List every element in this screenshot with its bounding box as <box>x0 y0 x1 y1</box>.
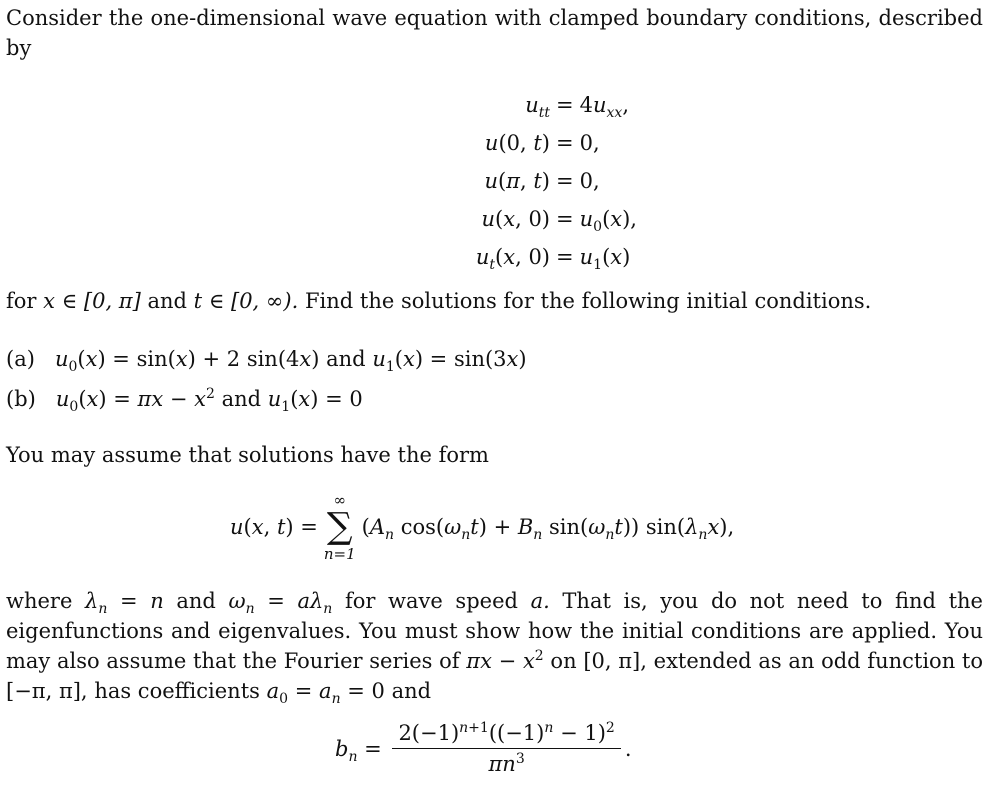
fraction-denominator: $\pi n^3$ <box>488 751 525 776</box>
initial-displacement: u(x, 0) = $u_0(x)$, <box>481 207 637 236</box>
bn-fraction <box>392 720 620 777</box>
equation-row: $u_{tt}$ = $4u_{xx}$, <box>330 86 750 124</box>
condition-item-a: (a) $u_0(x) = \sin(x) + 2$ sin(4x) and $u_1(x) = \sin(3x)$ <box>6 347 527 376</box>
equation-lhs: $u_{tt}$ <box>525 93 550 122</box>
intro-paragraph: Consider the one-dimensional wave equation with clamped boundary conditions, described by <box>6 6 983 60</box>
series-solution: u(x, t) = ∞ ∑ n=1 ($A_n$ $\cos(\omega_nt) + B_n$ $\sin(\omega_nt)$) $\sin(\lambda_nx)$, <box>230 491 735 563</box>
item-label: (a) <box>6 347 35 371</box>
wave-equation-system <box>330 86 750 276</box>
summation-sign: ∞ ∑ n=1 <box>323 491 356 563</box>
assume-text: You may assume that solutions have the form <box>6 443 489 467</box>
bn-formula: $b_n$ = $\frac{2(-1)^{n+1}((-1)^n - 1)^2}{\pi n^3}$ . <box>335 720 632 776</box>
equation-rhs: $4u_{xx}$, <box>579 93 629 122</box>
item-label: (b) <box>6 387 36 411</box>
boundary-condition-left: u(0, t) = 0, <box>484 131 600 155</box>
domain-line: for x ∈ [0, π] and t ∈ [0, ∞). Find the solutions for the following initial conditions. <box>6 289 872 313</box>
condition-item-b: (b) $u_0(x) = \pi x - x^2$ and $u_1(x) = 0$ <box>6 386 363 416</box>
fraction-numerator: $2(-1)^{n+1}((-1)^n - 1)^2$ <box>392 720 620 749</box>
where-paragraph: where $\lambda_n = n$ and $\omega_n = a\lambda_n$ for wave speed a. That is, you do not need to find the eigenfunctions and eigenvalues. You must show how the initial conditions are applied. You may also assume that the Fourier series of $\pi x - x^2$ on [0, π], extended as an odd function to [−π, π], has coefficients $a_0 = a_n = 0$ and <box>6 589 984 708</box>
initial-velocity: $u_t(x$, 0) = $u_1(x)$ <box>475 245 631 274</box>
boundary-condition-right: u(π, t) = 0, <box>484 169 600 193</box>
series-body: ($A_n$ $\cos(\omega_nt) + B_n$ $\sin(\omega_nt)$) $\sin(\lambda_nx)$, <box>361 515 735 544</box>
